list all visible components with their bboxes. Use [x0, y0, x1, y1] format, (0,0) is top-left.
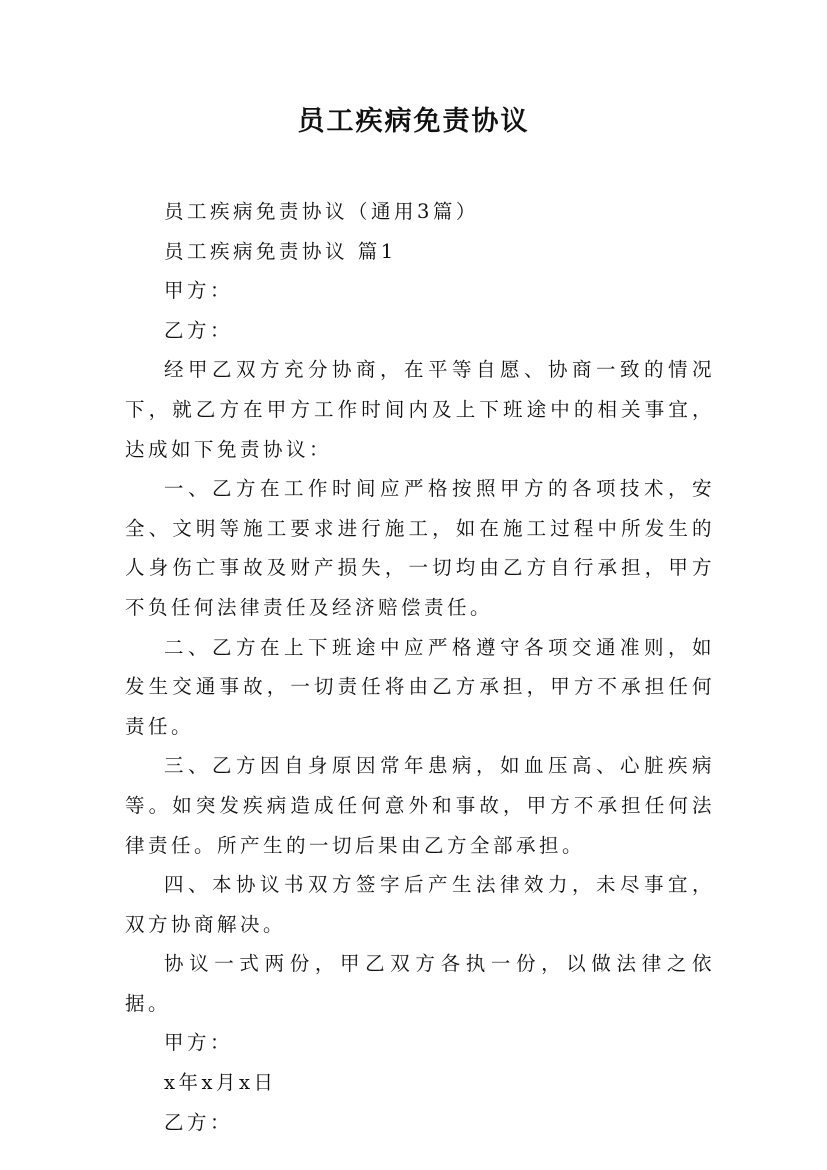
paragraph-clause-4: 四、本协议书双方签字后产生法律效力，未尽事宜，双方协商解决。	[125, 873, 715, 936]
paragraph-clause-2: 二、乙方在上下班途中应严格遵守各项交通准则，如发生交通事故，一切责任将由乙方承担，甲方不承担任何责任。	[125, 635, 715, 738]
paragraph-signature-party-b: 乙方：	[164, 1110, 234, 1134]
paragraph-subtitle: 员工疾病免责协议（通用3篇）	[164, 200, 479, 223]
paragraph-clause-3: 三、乙方因自身原因常年患病，如血压高、心脏疾病等。如突发疾病造成任何意外和事故，甲方不承担任何法律责任。所产生的一切后果由乙方全部承担。	[125, 754, 715, 857]
document-title: 员工疾病免责协议	[297, 106, 530, 137]
paragraph-intro: 经甲乙双方充分协商，在平等自愿、协商一致的情况下，就乙方在甲方工作时间内及上下班途中的相关事宜，达成如下免责协议：	[125, 358, 715, 461]
paragraph-copies: 协议一式两份，甲乙双方各执一份，以做法律之依据。	[125, 952, 715, 1015]
paragraph-clause-1: 一、乙方在工作时间应严格按照甲方的各项技术，安全、文明等施工要求进行施工，如在施工过程中所发生的人身伤亡事故及财产损失，一切均由乙方自行承担，甲方不负任何法律责任及经济赔偿责任。	[125, 477, 715, 619]
paragraph-date: x年x月x日	[164, 1071, 277, 1095]
paragraph-section-heading: 员工疾病免责协议 篇1	[164, 239, 397, 263]
paragraph-signature-party-a: 甲方：	[164, 1031, 234, 1055]
paragraph-party-a: 甲方：	[164, 279, 234, 303]
paragraph-party-b: 乙方：	[164, 318, 234, 342]
document-body	[125, 192, 715, 1142]
